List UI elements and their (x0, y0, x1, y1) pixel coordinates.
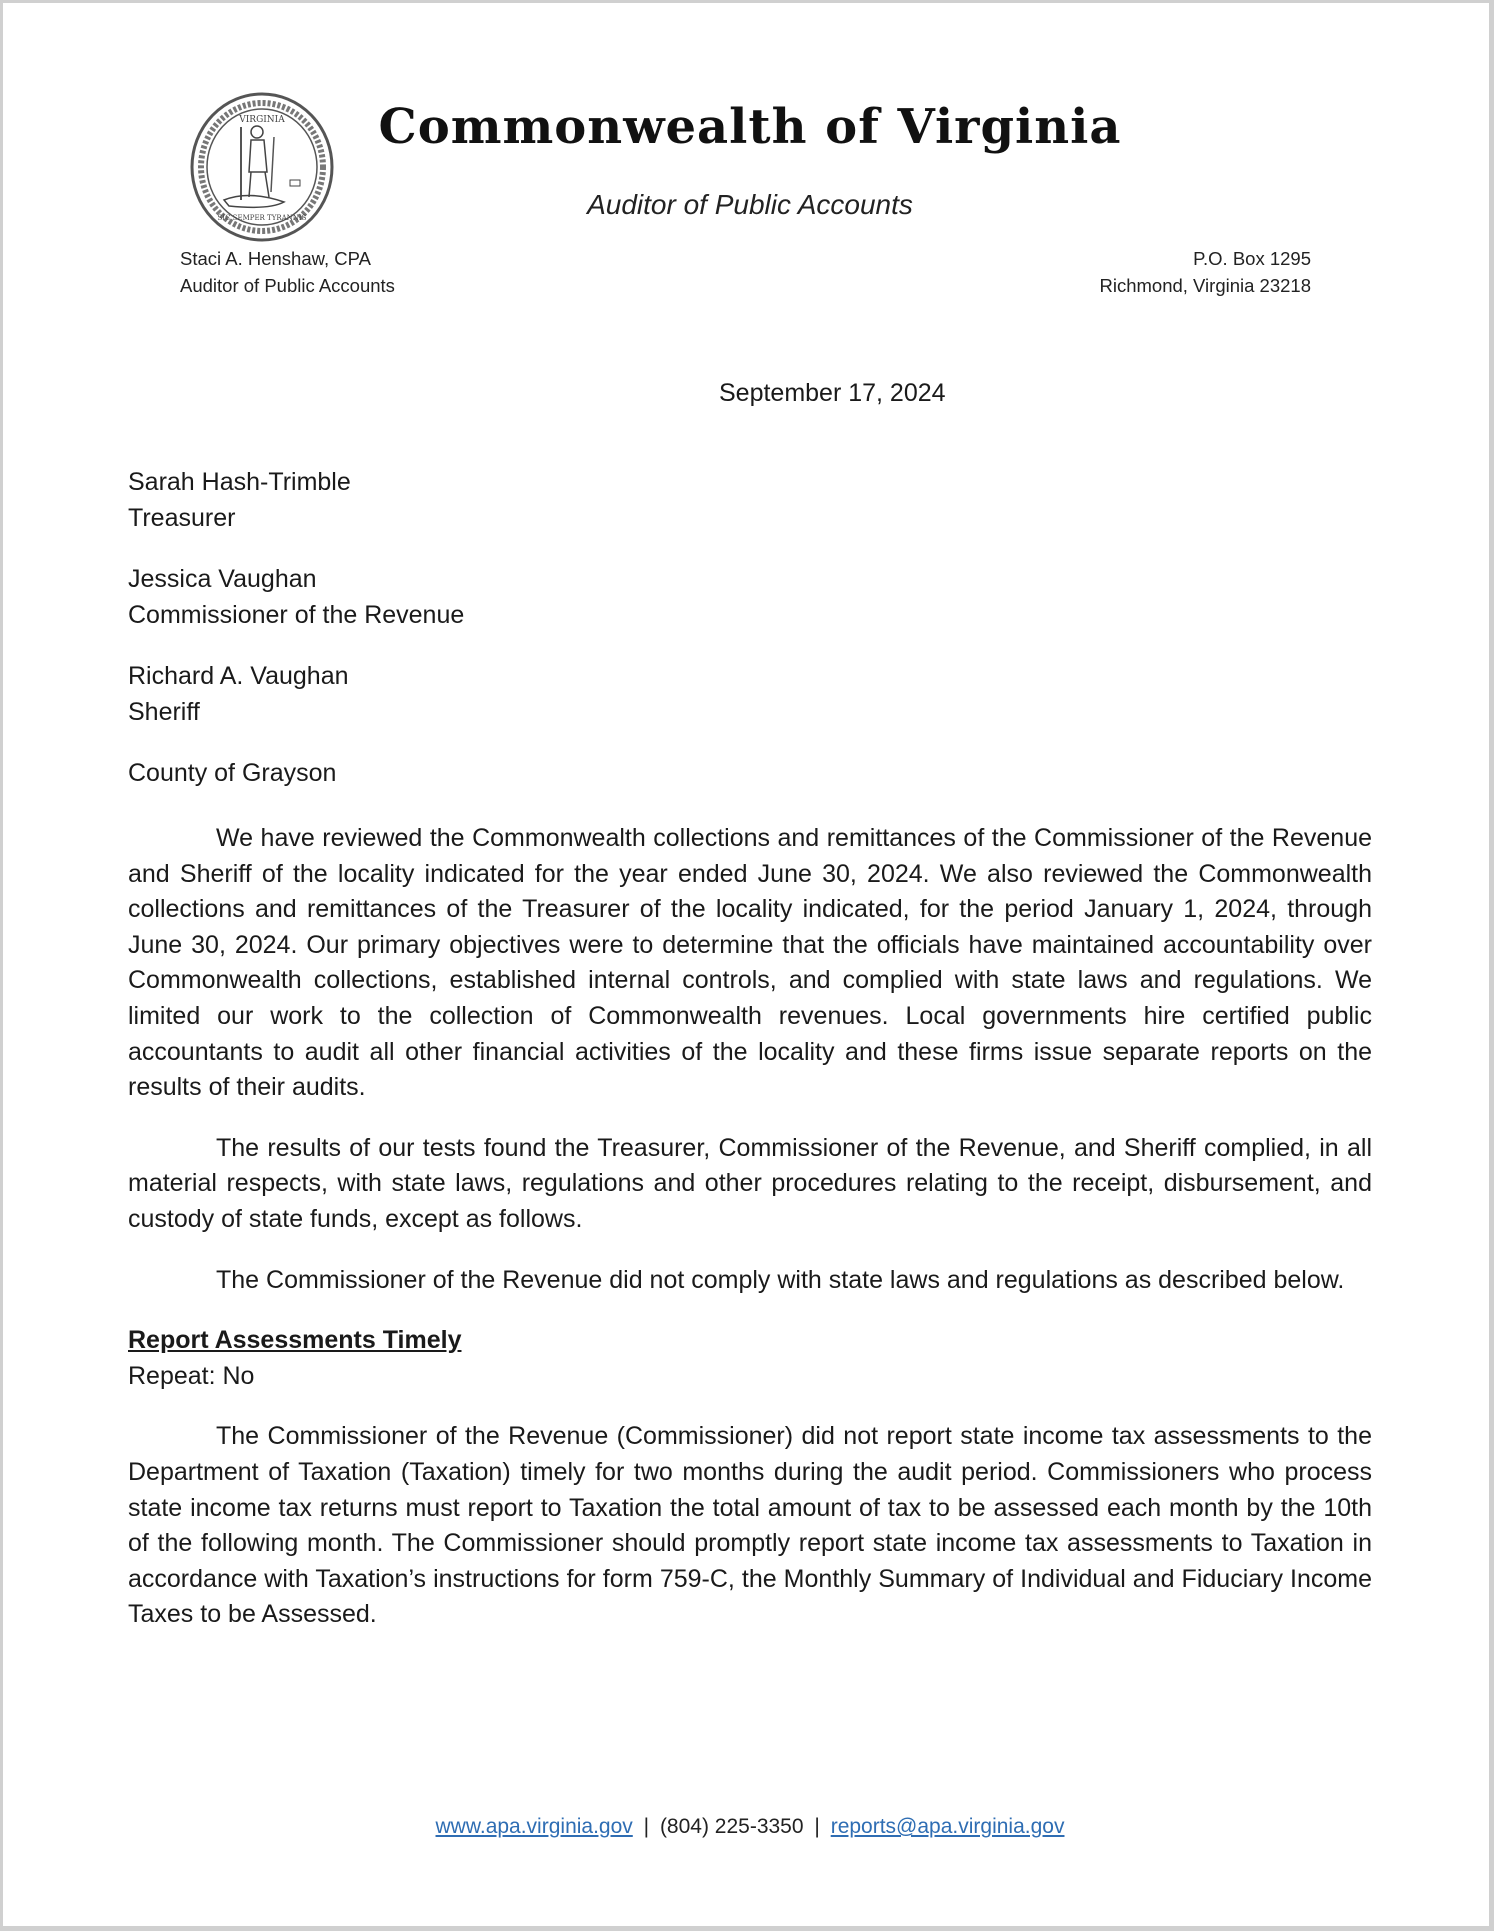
footer-separator: | (643, 1815, 650, 1838)
recipient-title: Sheriff (128, 697, 200, 726)
letter-body (128, 821, 1372, 1658)
finding-paragraph: The Commissioner of the Revenue (Commissioner) did not report state income tax assessments to the Department of Taxation (Taxation) timely for two months during the audit period. Commissioners who process state income tax returns must report to Taxation the total amount of tax to be assessed each month by the 10th of the following month. The Commissioner should promptly report state income tax assessments to Taxation in accordance with Taxation’s instructions for form 759-C, the Monthly Summary of Individual and Fiduciary Income Taxes to be Assessed. (128, 1422, 1372, 1629)
recipient-name: Jessica Vaughan (128, 565, 317, 593)
body-paragraph: The results of our tests found the Treasurer, Commissioner of the Revenue, and Sheriff complied, in all material respects, with state laws, regulations and other procedures relating to the receipt, disbursement, and custody of state funds, except as follows. (128, 1133, 1372, 1233)
address-line-1: P.O. Box 1295 (1193, 248, 1311, 269)
finding-repeat-status: Repeat: No (128, 1361, 255, 1390)
email-link[interactable]: reports@apa.virginia.gov (830, 1815, 1065, 1838)
sender-title: Auditor of Public Accounts (180, 275, 395, 296)
website-link[interactable]: www.apa.virginia.gov (435, 1815, 633, 1838)
recipient-name: Sarah Hash-Trimble (128, 468, 351, 496)
locality: County of Grayson (128, 759, 337, 787)
recipient-title: Treasurer (128, 503, 236, 532)
body-paragraph: We have reviewed the Commonwealth collections and remittances of the Commissioner of the Revenue and Sheriff of the locality indicated for the year ended June 30, 2024. We also reviewed the Commonwealth collections and remittances of the Treasurer of the locality indicated, for the period January 1, 2024, through June 30, 2024. Our primary objectives were to determine that the officials have maintained accountability over Commonwealth collections, established internal controls, and complied with state laws and regulations. We limited our work to the collection of Commonwealth revenues. Local governments hire certified public accountants to audit all other financial activities of the locality and these firms issue separate reports on the results of their audits. (128, 824, 1372, 1102)
recipients-block (128, 465, 464, 792)
body-paragraph: The Commissioner of the Revenue did not comply with state laws and regulations as described below. (216, 1265, 1345, 1294)
address-block (1099, 245, 1311, 299)
phone-number: (804) 225-3350 (659, 1815, 804, 1838)
letterhead-title: Commonwealth of Virginia (378, 99, 1122, 155)
letterhead-subtitle: Auditor of Public Accounts (587, 189, 913, 220)
letter-page (3, 3, 1489, 1926)
footer-separator: | (814, 1815, 820, 1838)
footer-contact (3, 1815, 1494, 1839)
recipient (128, 562, 464, 633)
recipient-title: Commissioner of the Revenue (128, 600, 465, 629)
letter-date: September 17, 2024 (719, 379, 946, 407)
seal-bottom-text: SIC SEMPER TYRANNIS (217, 214, 307, 222)
recipient-name: Richard A. Vaughan (128, 662, 349, 690)
address-line-2: Richmond, Virginia 23218 (1099, 275, 1311, 296)
finding-heading: Report Assessments Timely (128, 1326, 462, 1355)
sender-name: Staci A. Henshaw, CPA (180, 248, 371, 269)
recipient (128, 659, 464, 730)
seal-top-text: VIRGINIA (239, 115, 285, 125)
recipient (128, 465, 464, 536)
sender-block (180, 245, 395, 299)
